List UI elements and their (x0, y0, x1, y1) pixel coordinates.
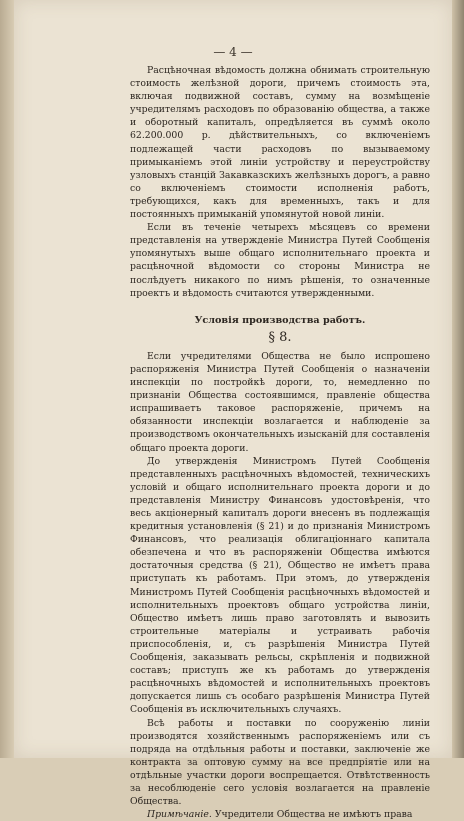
book-edge-right (452, 0, 464, 758)
note-label: Примѣчаніе. (147, 809, 212, 821)
page-body (130, 64, 430, 821)
document-page (14, 0, 452, 821)
paragraph: Если учредителями Общества не было испрошено распоряженія Министра Путей Сообщенія о назначеніи инспекціи по постройкѣ дороги, то, немедленно по признаніи Общества состоявшимся, правленіе общества испрашиваетъ таковое распоряженіе, причемъ на обязанности инспекціи возлагается и наблюденіе за производствомъ окончательныхъ изысканій для составленія общаго проекта дороги. (130, 350, 430, 454)
book-gutter-left (0, 0, 14, 758)
note-text: Учредители Общества не имѣютъ права (214, 809, 413, 821)
section-heading: Условія производства работъ. (194, 314, 366, 326)
paragraph: Расцѣночная вѣдомость должна обнимать строительную стоимость желѣзной дороги, причемъ стоимость эта, включая подвижной составъ, сумму на возмѣщеніе учредителямъ расходовъ по образованію общества, а также и оборотный капиталъ, опредѣляется въ суммѣ около 62.200.000 р. дѣйствительныхъ, со включеніемъ подлежащей части расходовъ по вызываемому примыканіемъ этой линіи устройству и переустройству узловыхъ станцій Закавказскихъ желѣзныхъ дорогъ, а равно со включеніемъ стоимости исполненія работъ, требующихся, какъ для временныхъ, такъ и для постоянныхъ примыканій упомянутой новой линіи. (130, 65, 430, 221)
note-paragraph (130, 808, 430, 821)
paragraph: Если въ теченіе четырехъ мѣсяцевъ со времени представленія на утвержденіе Министра Путей Сообщенія упомянутыхъ выше общаго исполнительнаго проекта и расцѣночной вѣдомости со стороны Министра не послѣдуетъ никакого по нимъ рѣшенія, то означенные проектъ и вѣдомость считаются утвержденными. (130, 222, 430, 299)
page-number: — 4 — (213, 45, 253, 59)
paragraph: Всѣ работы и поставки по сооруженію линіи производятся хозяйственнымъ распоряженіемъ или съ подряда на отдѣльныя работы и поставки, заключеніе же контракта за оптовую сумму на все предпріятіе или на отдѣльные участки дороги воспрещается. Отвѣтственность за несоблюденіе сего условія возлагается на правленіе Общества. (130, 717, 430, 808)
paragraph: До утвержденія Министромъ Путей Сообщенія представленныхъ расцѣночныхъ вѣдомостей, техническихъ условій и общаго исполнительнаго проекта дороги и до представленія Министру Финансовъ удостовѣренія, что весь акціонерный капиталъ дороги внесенъ въ подлежащія кредитныя установленія (§ 21) и до признанія Министромъ Финансовъ, что реализація облигаціоннаго капитала обезпечена и что въ распоряженіи Общества имѣются достаточныя средства (§ 21), Общество не имѣетъ права приступать къ работамъ. При этомъ, до утвержденія Министромъ Путей Сообщенія расцѣночныхъ вѣдомостей и исполнительныхъ проектовъ общаго устройства линіи, Общество имѣетъ лишь право заготовлять и вывозить строительные матеріалы и устраивать рабочія приспособленія, и, съ разрѣшенія Министра Путей Сообщенія, заказывать рельсы, скрѣпленія и подвижной составъ; приступъ же къ работамъ до утвержденія расцѣночныхъ вѣдомостей и исполнительныхъ проектовъ допускается лишь съ особаго разрѣшенія Министра Путей Сообщенія въ исключительныхъ случаяхъ. (130, 455, 430, 716)
section-number: § 8. (268, 329, 292, 345)
